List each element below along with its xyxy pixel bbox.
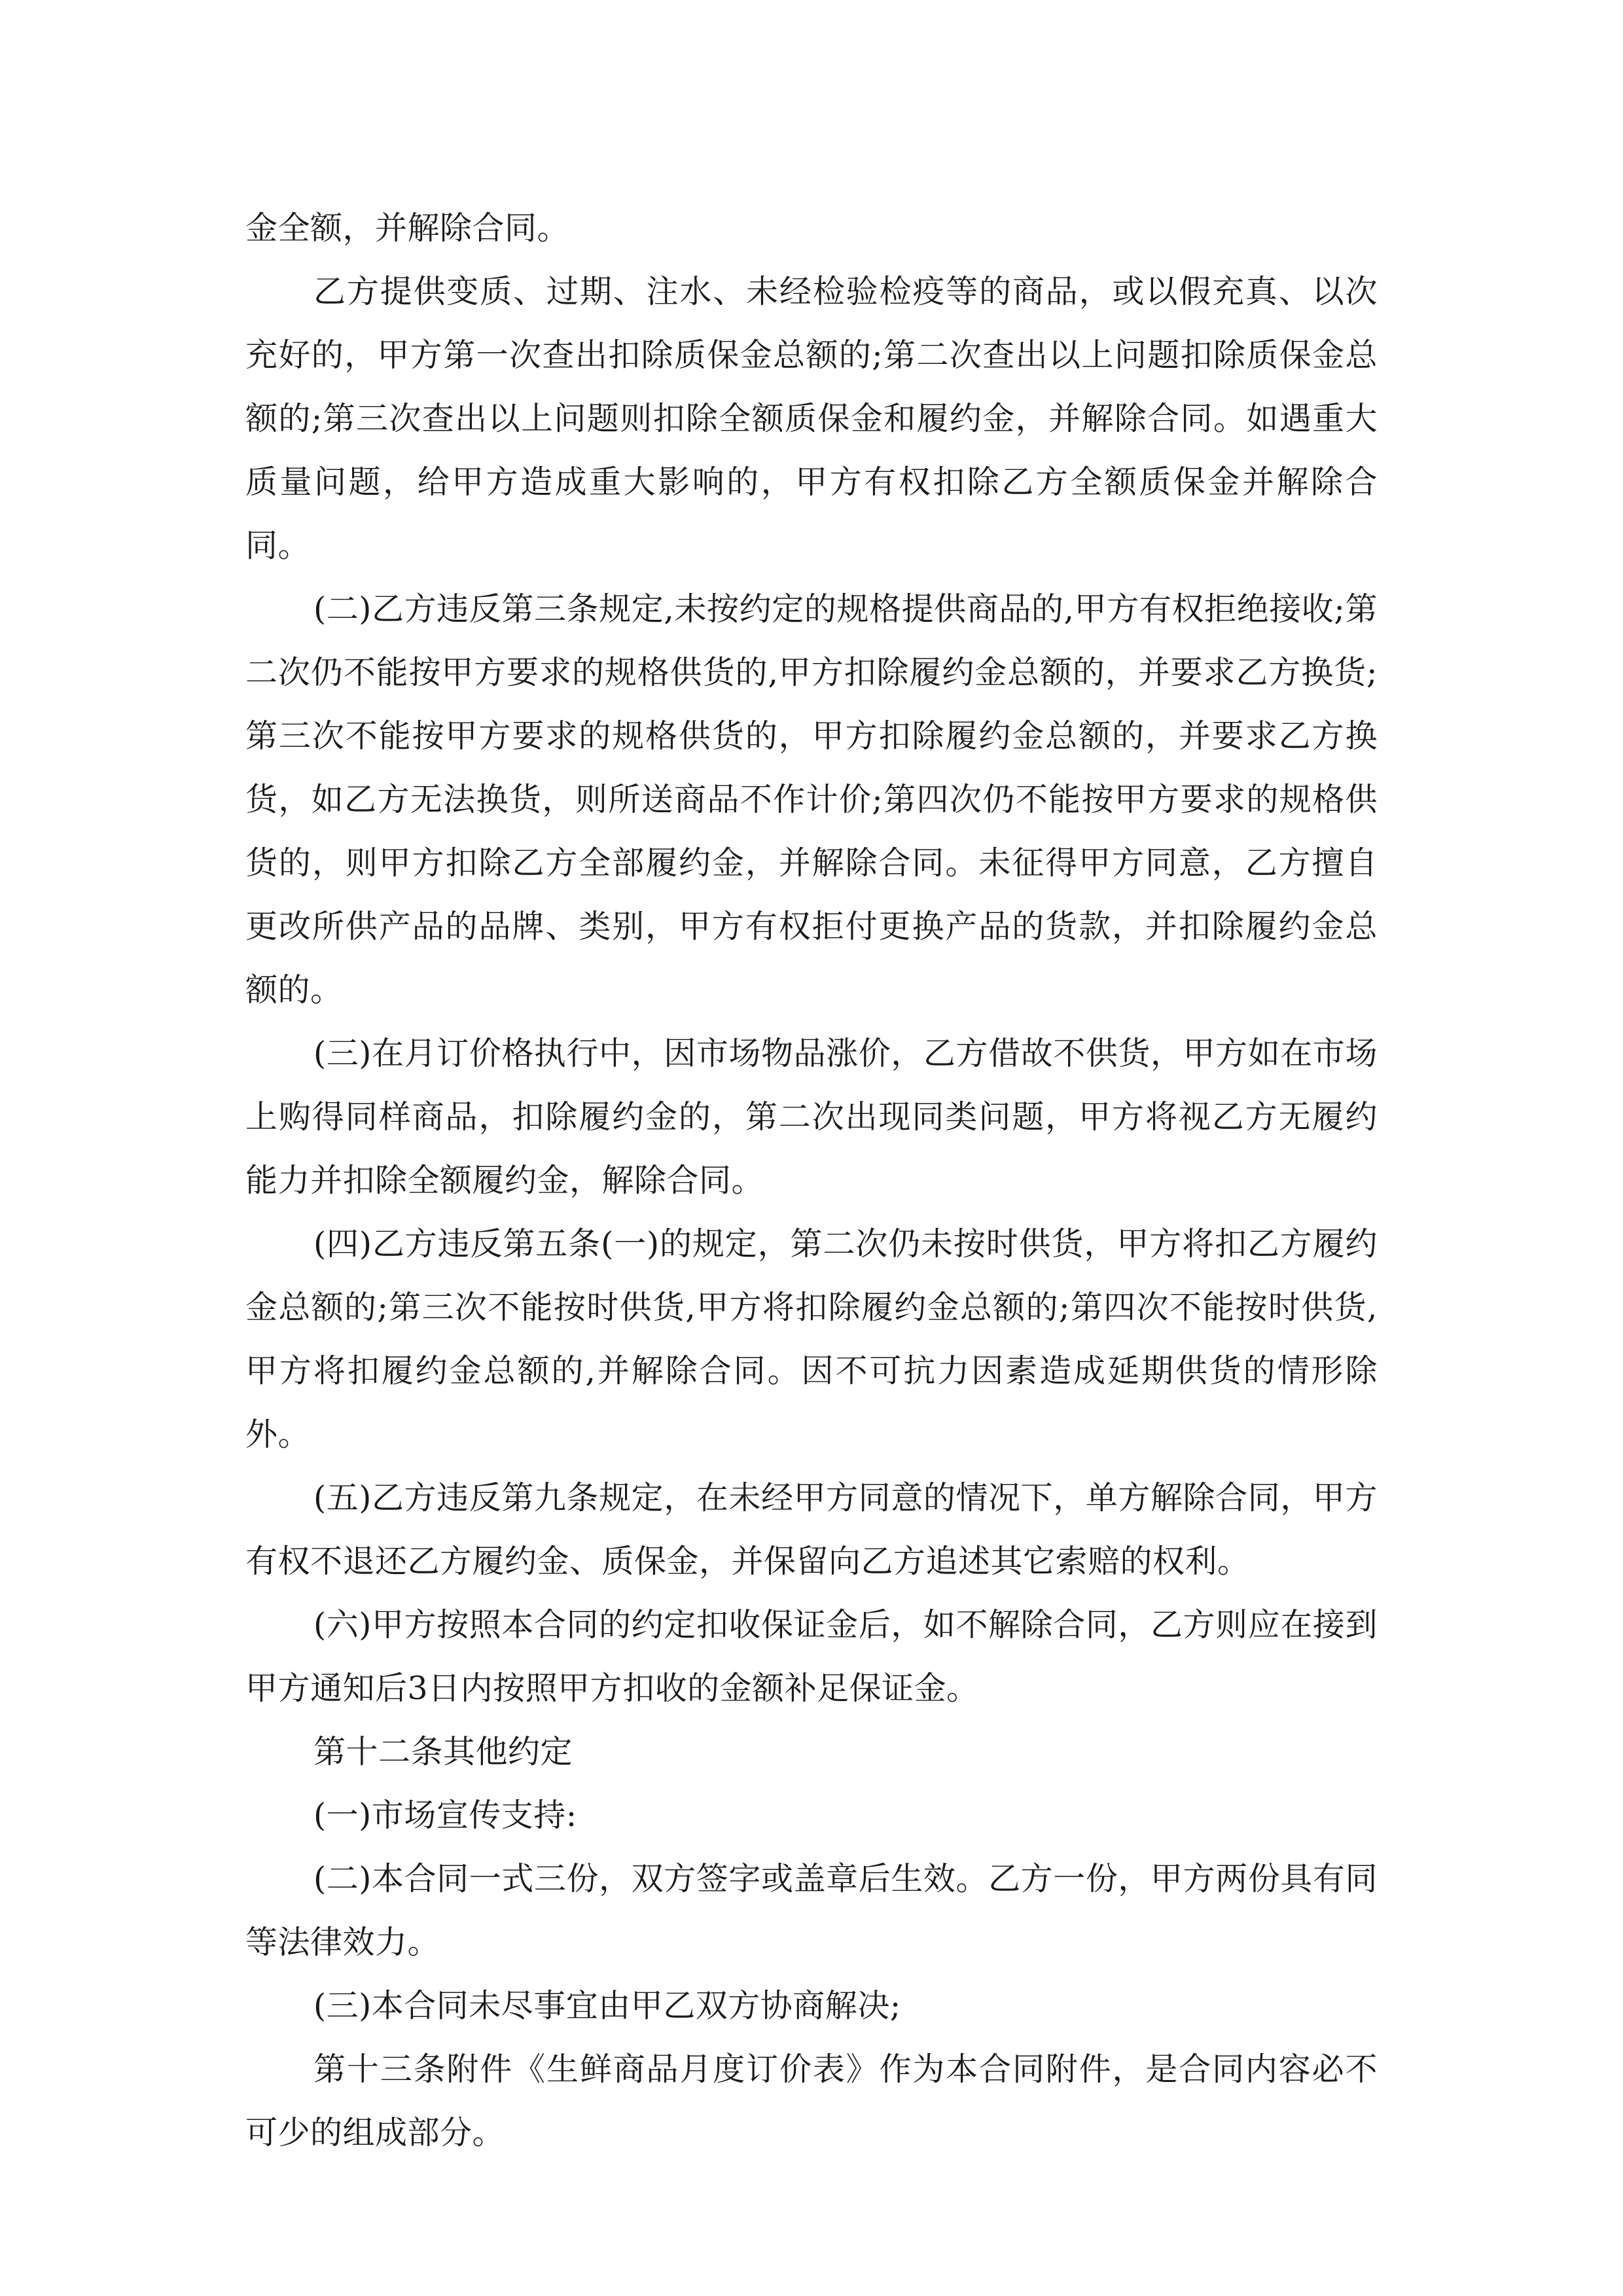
paragraph-continuation: 金全额，并解除合同。	[245, 209, 570, 247]
article-12-heading: 第十二条其他约定	[313, 1733, 573, 1770]
article-12-item-3: (三)本合同未尽事宜由甲乙双方协商解决;	[313, 1987, 901, 2024]
article-12-item-1: (一)市场宣传支持:	[313, 1797, 577, 1834]
paragraph-clause-3: (三)在月订价格执行中，因市场物品涨价，乙方借故不供货，甲方如在市场上购得同样商品，扣除履约金的，第二次出现同类问题，甲方将视乙方无履约能力并扣除全额履约金，解除合同。	[245, 1035, 1378, 1199]
article-12-item-2: (二)本合同一式三份，双方签字或盖章后生效。乙方一份，甲方两份具有同等法律效力。	[245, 1860, 1378, 1961]
paragraph-clause-5: (五)乙方违反第九条规定，在未经甲方同意的情况下，单方解除合同，甲方有权不退还乙方履约金、质保金，并保留向乙方追述其它索赔的权利。	[245, 1479, 1378, 1580]
paragraph-clause-6: (六)甲方按照本合同的约定扣收保证金后，如不解除合同，乙方则应在接到甲方通知后3日内按照甲方扣收的金额补足保证金。	[245, 1606, 1378, 1707]
document-page	[245, 196, 1378, 2164]
paragraph-clause-2: (二)乙方违反第三条规定,未按约定的规格提供商品的,甲方有权拒绝接收;第二次仍不能按甲方要求的规格供货的,甲方扣除履约金总额的，并要求乙方换货;第三次不能按甲方要求的规格供货的，甲方扣除履约金总额的，并要求乙方换货，如乙方无法换货，则所送商品不作计价;第四次仍不能按甲方要求的规格供货的，则甲方扣除乙方全部履约金，并解除合同。未征得甲方同意，乙方擅自更改所供产品的品牌、类别，甲方有权拒付更换产品的货款，并扣除履约金总额的。	[245, 590, 1378, 1009]
paragraph-quality-penalty: 乙方提供变质、过期、注水、未经检验检疫等的商品，或以假充真、以次充好的，甲方第一次查出扣除质保金总额的;第二次查出以上问题扣除质保金总额的;第三次查出以上问题则扣除全额质保金和履约金，并解除合同。如遇重大质量问题，给甲方造成重大影响的，甲方有权扣除乙方全额质保金并解除合同。	[245, 273, 1378, 564]
article-13-attachment: 第十三条附件《生鲜商品月度订价表》作为本合同附件，是合同内容必不可少的组成部分。	[245, 2051, 1378, 2151]
paragraph-clause-4: (四)乙方违反第五条(一)的规定，第二次仍未按时供货，甲方将扣乙方履约金总额的;第三次不能按时供货,甲方将扣除履约金总额的;第四次不能按时供货,甲方将扣履约金总额的,并解除合同。因不可抗力因素造成延期供货的情形除外。	[245, 1225, 1378, 1453]
